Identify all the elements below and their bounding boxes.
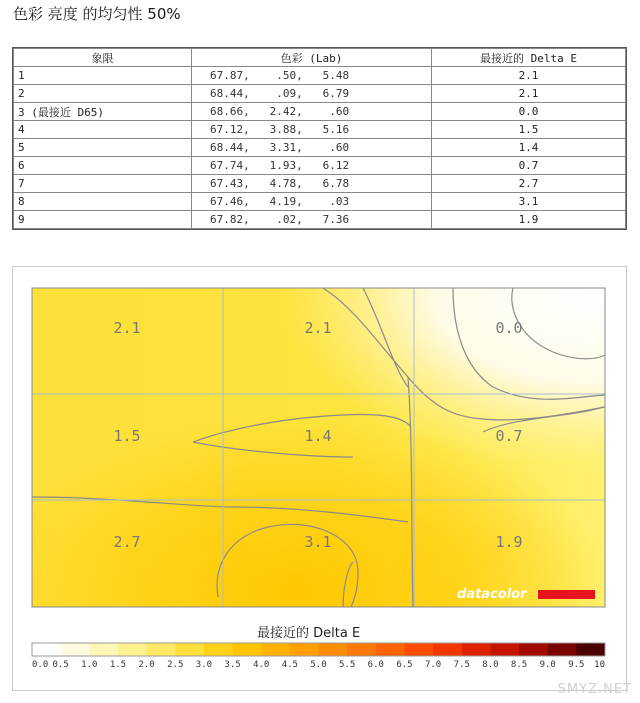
- color-scale-legend: [32, 643, 606, 656]
- table-row: [14, 67, 626, 85]
- quadrant-cell: 4: [14, 121, 192, 139]
- legend-swatch: [61, 643, 90, 656]
- delta-e-cell: 1.5: [432, 121, 626, 139]
- legend-swatch: [147, 643, 176, 656]
- lab-cell: 67.43, 4.78, 6.78: [192, 175, 432, 193]
- legend-tick-label: 5.5: [339, 660, 356, 670]
- lab-cell: 67.82, .02, 7.36: [192, 211, 432, 229]
- quadrant-cell: 9: [14, 211, 192, 229]
- cell-value: 2.7: [113, 533, 141, 551]
- legend-tick-label: 3.5: [224, 660, 241, 670]
- table-row: [14, 157, 626, 175]
- uniformity-heatmap: [13, 267, 626, 690]
- cell-value: 0.7: [495, 427, 523, 445]
- delta-e-cell: 3.1: [432, 193, 626, 211]
- lab-cell: 67.74, 1.93, 6.12: [192, 157, 432, 175]
- table-row: [14, 193, 626, 211]
- legend-tick-label: 1.0: [81, 660, 98, 670]
- cell-value: 1.9: [495, 533, 523, 551]
- legend-swatch: [376, 643, 405, 656]
- legend-tick-label: 7.5: [453, 660, 470, 670]
- lab-cell: 68.66, 2.42, .60: [192, 103, 432, 121]
- legend-tick-label: 6.0: [367, 660, 384, 670]
- legend-swatch: [462, 643, 491, 656]
- legend-tick-label: 2.0: [138, 660, 155, 670]
- quadrant-cell: 7: [14, 175, 192, 193]
- legend-tick-label: 5.0: [310, 660, 327, 670]
- legend-tick-label: 10: [594, 660, 605, 670]
- legend-tick-label: 8.0: [482, 660, 499, 670]
- uniformity-heatmap-panel: [12, 266, 627, 691]
- brand-label: datacolor: [457, 587, 527, 602]
- cell-value: 2.1: [113, 319, 141, 337]
- table-row: [14, 121, 626, 139]
- legend-title: 最接近的 Delta E: [257, 626, 361, 641]
- legend-swatch: [175, 643, 204, 656]
- quadrant-cell: 5: [14, 139, 192, 157]
- legend-swatch: [290, 643, 319, 656]
- quadrant-cell: 8: [14, 193, 192, 211]
- legend-tick-label: 3.0: [195, 660, 213, 670]
- lab-cell: 67.46, 4.19, .03: [192, 193, 432, 211]
- legend-swatch: [319, 643, 348, 656]
- legend-swatch: [490, 643, 519, 656]
- quadrant-cell: 3 (最接近 D65): [14, 103, 192, 121]
- quadrant-table: [12, 47, 627, 230]
- legend-swatch: [261, 643, 290, 656]
- legend-swatch: [233, 643, 262, 656]
- table-row: [14, 175, 626, 193]
- lab-cell: 68.44, 3.31, .60: [192, 139, 432, 157]
- delta-e-cell: 2.1: [432, 67, 626, 85]
- quadrant-cell: 6: [14, 157, 192, 175]
- watermark: SMYZ.NET: [557, 682, 632, 697]
- page-title: 色彩 亮度 的均匀性 50%: [13, 5, 181, 23]
- table-row: [14, 103, 626, 121]
- legend-tick-label: 2.5: [167, 660, 184, 670]
- legend-swatch: [347, 643, 376, 656]
- table-header-row: [14, 49, 626, 67]
- lab-cell: 68.44, .09, 6.79: [192, 85, 432, 103]
- cell-value: 0.0: [495, 319, 523, 337]
- quadrant-cell: 1: [14, 67, 192, 85]
- lab-cell: 67.87, .50, 5.48: [192, 67, 432, 85]
- legend-swatch: [548, 643, 577, 656]
- legend-tick-label: 4.0: [253, 660, 270, 670]
- delta-e-cell: 0.7: [432, 157, 626, 175]
- cell-value: 2.1: [304, 319, 332, 337]
- legend-swatch: [32, 643, 61, 656]
- legend-swatch: [404, 643, 433, 656]
- legend-tick-label: 8.5: [510, 660, 528, 670]
- table-row: [14, 85, 626, 103]
- legend-swatch: [89, 643, 118, 656]
- brand-bar: [538, 590, 595, 599]
- legend-tick-label: 9.5: [568, 660, 585, 670]
- header-lab: 色彩 (Lab): [192, 49, 432, 67]
- delta-e-cell: 2.1: [432, 85, 626, 103]
- legend-tick-label: 0.0: [32, 660, 49, 670]
- legend-tick-label: 1.5: [109, 660, 127, 670]
- cell-value: 1.5: [113, 427, 141, 445]
- legend-swatch: [118, 643, 147, 656]
- quadrant-cell: 2: [14, 85, 192, 103]
- cell-value: 1.4: [304, 427, 332, 445]
- legend-swatch: [204, 643, 233, 656]
- lab-cell: 67.12, 3.88, 5.16: [192, 121, 432, 139]
- legend-swatch: [576, 643, 605, 656]
- table-row: [14, 139, 626, 157]
- legend-tick-label: 9.0: [539, 660, 556, 670]
- header-quadrant: 象限: [14, 49, 192, 67]
- legend-swatch: [433, 643, 462, 656]
- legend-swatch: [519, 643, 548, 656]
- delta-e-cell: 1.9: [432, 211, 626, 229]
- table-row: [14, 211, 626, 229]
- delta-e-cell: 2.7: [432, 175, 626, 193]
- delta-e-cell: 0.0: [432, 103, 626, 121]
- header-delta: 最接近的 Delta E: [432, 49, 626, 67]
- legend-tick-label: 0.5: [52, 660, 69, 670]
- delta-e-cell: 1.4: [432, 139, 626, 157]
- cell-value: 3.1: [304, 533, 332, 551]
- legend-tick-label: 4.5: [281, 660, 298, 670]
- legend-tick-label: 6.5: [396, 660, 413, 670]
- legend-tick-label: 7.0: [424, 660, 442, 670]
- legend-tick-labels: [32, 660, 605, 670]
